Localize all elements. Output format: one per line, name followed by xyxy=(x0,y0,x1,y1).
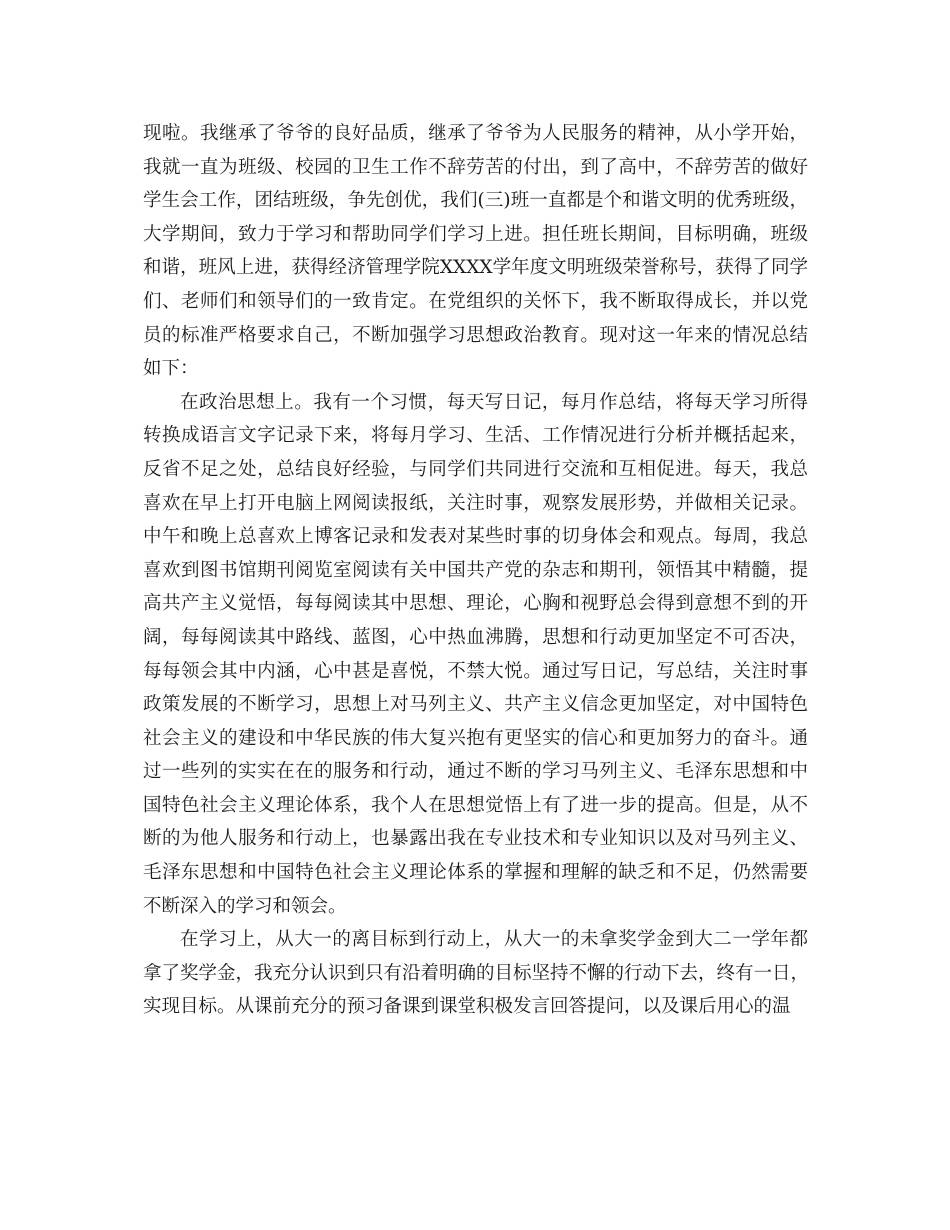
text-line: 学生会工作，团结班级，争先创优，我们(三)班一直都是个和谐文明的优秀班级， xyxy=(143,190,808,212)
text-line: 员的标准严格要求自己，不断加强学习思想政治教育。现对这一年来的情况总结 xyxy=(143,324,808,346)
text-line: 中午和晚上总喜欢上博客记录和发表对某些时事的切身体会和观点。每周，我总 xyxy=(143,526,808,548)
text-line: 国特色社会主义理论体系，我个人在思想觉悟上有了进一步的提高。但是，从不 xyxy=(143,794,808,816)
text-line: 断的为他人服务和行动上，也暴露出我在专业技术和专业知识以及对马列主义、 xyxy=(143,828,808,850)
text-line: 现啦。我继承了爷爷的良好品质，继承了爷爷为人民服务的精神，从小学开始， xyxy=(143,123,808,144)
text-line: 每每领会其中内涵，心中甚是喜悦，不禁大悦。通过写日记，写总结，关注时事 xyxy=(143,660,808,682)
text-line: 如下： xyxy=(143,358,199,380)
paragraph xyxy=(143,117,808,386)
text-line: 实现目标。从课前充分的预习备课到课堂积极发言回答提问，以及课后用心的温 xyxy=(143,996,791,1018)
text-line: 阔，每每阅读其中路线、蓝图，心中热血沸腾，思想和行动更加坚定不可否决， xyxy=(143,626,808,648)
text-line: 高共产主义觉悟，每每阅读其中思想、理论，心胸和视野总会得到意想不到的开 xyxy=(143,593,808,615)
text-line: 毛泽东思想和中国特色社会主义理论体系的掌握和理解的缺乏和不足，仍然需要 xyxy=(143,862,808,884)
text-line: 拿了奖学金，我充分认识到只有沿着明确的目标坚持不懈的行动下去，终有一日， xyxy=(143,962,810,984)
text-line: 我就一直为班级、校园的卫生工作不辞劳苦的付出，到了高中，不辞劳苦的做好 xyxy=(143,156,808,178)
text-line: 反省不足之处，总结良好经验，与同学们共同进行交流和互相促进。每天，我总 xyxy=(143,458,808,480)
text-line: 不断深入的学习和领会。 xyxy=(143,895,347,917)
text-line: 在政治思想上。我有一个习惯，每天写日记，每月作总结，将每天学习所得 xyxy=(180,391,808,413)
text-line: 转换成语言文字记录下来，将每月学习、生活、工作情况进行分析并概括起来， xyxy=(143,425,808,447)
text-line: 们、老师们和领导们的一致肯定。在党组织的关怀下，我不断取得成长，并以党 xyxy=(143,290,808,312)
text-line: 政策发展的不断学习，思想上对马列主义、共产主义信念更加坚定，对中国特色 xyxy=(143,694,808,716)
text-line: 大学期间，致力于学习和帮助同学们学习上进。担任班长期间，目标明确，班级 xyxy=(143,223,808,245)
text-line: 和谐，班风上进，获得经济管理学院XXXX学年度文明班级荣誉称号，获得了同学 xyxy=(143,257,808,279)
paragraph xyxy=(143,386,808,924)
text-line: 喜欢到图书馆期刊阅览室阅读有关中国共产党的杂志和期刊，领悟其中精髓，提 xyxy=(143,559,808,581)
text-line: 社会主义的建设和中华民族的伟大复兴抱有更坚实的信心和更加努力的奋斗。通 xyxy=(143,727,808,749)
text-line: 过一些列的实实在在的服务和行动，通过不断的学习马列主义、毛泽东思想和中 xyxy=(143,761,808,783)
paragraph xyxy=(143,923,808,1024)
text-line: 在学习上，从大一的离目标到行动上，从大一的未拿奖学金到大二一学年都 xyxy=(180,929,808,951)
document-body xyxy=(143,117,808,1024)
text-line: 喜欢在早上打开电脑上网阅读报纸，关注时事，观察发展形势，并做相关记录。 xyxy=(143,492,808,514)
